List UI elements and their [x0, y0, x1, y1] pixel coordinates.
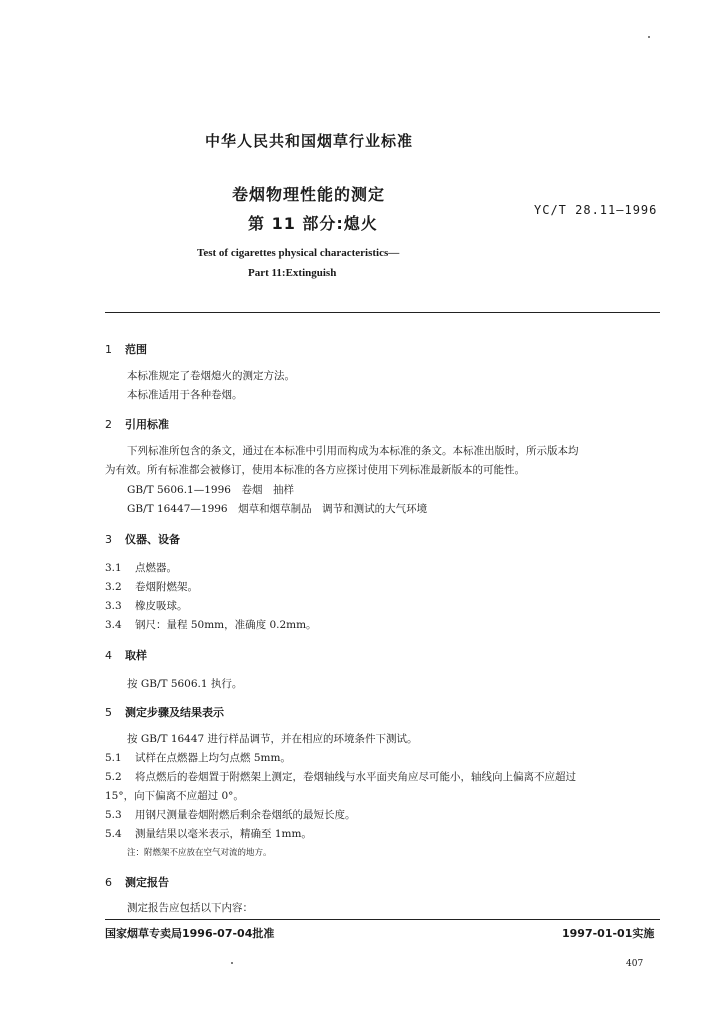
section-title: 测定步骤及结果表示	[125, 706, 224, 719]
item-text: 用钢尺测量卷烟附燃后剩余卷烟纸的最短长度。	[135, 809, 356, 821]
item-3-1	[105, 560, 177, 575]
standard-number: YC/T 28.11—1996	[534, 203, 658, 217]
item-text: 将点燃后的卷烟置于附燃架上测定，卷烟轴线与水平面夹角应尽可能小，轴线向上偏离不应超过	[135, 771, 576, 783]
section-number: 6	[105, 876, 112, 889]
item-number: 5.2	[105, 771, 122, 783]
item-3-4	[105, 617, 317, 632]
section-5-heading	[105, 704, 224, 720]
section-1-text-1: 本标准规定了卷烟熄火的测定方法。	[127, 370, 295, 382]
section-5-intro: 按 GB/T 16447 进行样品调节，并在相应的环境条件下测试。	[127, 733, 418, 745]
title-cn-line2: 第 11 部分:熄火	[248, 214, 378, 233]
item-number: 3.1	[105, 562, 122, 574]
item-5-2	[105, 769, 576, 784]
item-number: 3.3	[105, 600, 122, 612]
title-en-line2: Part 11:Extinguish	[248, 267, 337, 279]
item-text: 点燃器。	[135, 562, 177, 574]
item-5-3	[105, 807, 356, 822]
header-divider	[105, 312, 660, 313]
title-en-line1: Test of cigarettes physical characteristics—	[197, 247, 400, 259]
section-title: 仪器、设备	[125, 533, 180, 546]
item-number: 5.1	[105, 752, 122, 764]
section-number: 2	[105, 418, 112, 431]
section-2-heading	[105, 416, 169, 432]
scan-speck	[231, 962, 233, 964]
section-number: 4	[105, 649, 112, 662]
item-text: 钢尺：量程 50mm，准确度 0.2mm。	[135, 619, 317, 631]
item-5-2-continued: 15°，向下偏离不应超过 0°。	[105, 790, 244, 802]
page-number: 407	[626, 959, 644, 969]
reference-2: GB/T 16447—1996 烟草和烟草制品 调节和测试的大气环境	[127, 503, 428, 515]
section-5-note: 注：附燃架不应放在空气对流的地方。	[127, 848, 272, 858]
item-number: 3.2	[105, 581, 122, 593]
section-1-heading	[105, 341, 147, 357]
reference-1: GB/T 5606.1—1996 卷烟 抽样	[127, 484, 294, 496]
section-number: 3	[105, 533, 112, 546]
item-3-3	[105, 598, 188, 613]
section-2-text-2: 为有效。所有标准都会被修订，使用本标准的各方应探讨使用下列标准最新版本的可能性。	[105, 464, 525, 476]
item-text: 试样在点燃器上均匀点燃 5mm。	[135, 752, 291, 764]
section-number: 1	[105, 343, 112, 356]
issuing-organization: 中华人民共和国烟草行业标准	[205, 132, 414, 150]
section-2-text-1: 下列标准所包含的条文，通过在本标准中引用而构成为本标准的条文。本标准出版时，所示版本均	[127, 445, 579, 457]
title-cn-line1: 卷烟物理性能的测定	[232, 185, 386, 204]
footer-divider	[105, 919, 660, 920]
item-3-2	[105, 579, 198, 594]
section-6-heading	[105, 874, 169, 890]
item-number: 5.4	[105, 828, 122, 840]
section-6-text: 测定报告应包括以下内容：	[127, 902, 253, 914]
item-number: 3.4	[105, 619, 122, 631]
section-number: 5	[105, 706, 112, 719]
approval-info: 国家烟草专卖局1996-07-04批准	[105, 927, 275, 940]
section-title: 引用标准	[125, 418, 169, 431]
effective-date: 1997-01-01实施	[562, 927, 655, 940]
item-text: 测量结果以毫米表示，精确至 1mm。	[135, 828, 312, 840]
section-3-heading	[105, 531, 180, 547]
section-title: 范围	[125, 343, 147, 356]
item-text: 卷烟附燃架。	[135, 581, 198, 593]
section-4-text: 按 GB/T 5606.1 执行。	[127, 678, 243, 690]
section-1-text-2: 本标准适用于各种卷烟。	[127, 389, 243, 401]
item-number: 5.3	[105, 809, 122, 821]
section-title: 取样	[125, 649, 147, 662]
item-5-1	[105, 750, 291, 765]
scan-speck	[648, 36, 650, 38]
section-title: 测定报告	[125, 876, 169, 889]
item-text: 橡皮吸球。	[135, 600, 188, 612]
item-5-4	[105, 826, 312, 841]
section-4-heading	[105, 647, 147, 663]
